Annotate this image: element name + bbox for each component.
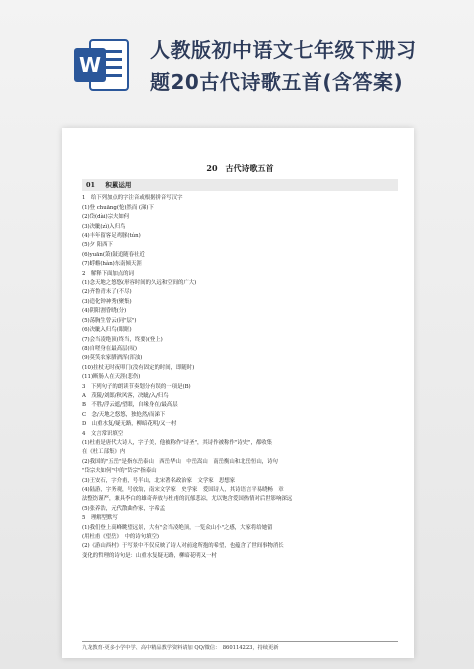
exercise-line: C 念/天地之悠悠，独怆然/而涕下 xyxy=(82,411,166,418)
exercise-line: (5)张养浩，元代散曲作家，字希孟 xyxy=(82,505,166,512)
exercise-line: (4)陆游，字务观，号放翁，南宋文学家 史学家 爱国诗人，其诗语言平易晓畅 章 xyxy=(82,487,284,493)
exercise-line: (8)自嗟身在最高层(叹) xyxy=(82,345,137,352)
exercise-line: A 茂陵/刘郎/秋风客，决眦/入/归鸟 xyxy=(82,392,169,399)
exercise-line: 3 下列句子的朗读节奏划分有误的一项是(B) xyxy=(82,383,191,390)
exercise-line: (4)丰年留客足鸡豚(tún) xyxy=(82,233,141,240)
word-document-icon xyxy=(72,36,130,94)
exercise-line: (用杜甫《望岳》 中的诗句填空) xyxy=(82,534,159,541)
exercise-line: (3)决眦(zì)入归鸟 xyxy=(82,223,126,230)
exercise-line: 变化的哲理的诗句是：山重水复疑无路，柳暗花明又一村 xyxy=(82,552,217,559)
exercise-line: 2 解释下面加点的词 xyxy=(82,270,134,277)
exercise-line: 1 给下列加点的字注音或根据拼音写汉字 xyxy=(82,195,183,202)
exercise-line: 在《杜工部集》内 xyxy=(82,449,126,456)
exercise-line: 4 文言常识填空 xyxy=(82,430,124,437)
exercise-line: (1)登 chuāng(怆)然而 (涕)下 xyxy=(82,204,154,211)
exercise-line: (10)拄杖无时夜叩门(没有固定的时间，即随时) xyxy=(82,364,195,371)
exercise-line: (2)我国的"五岳"是指东岳泰山 西岳华山 中岳嵩山 南岳衡山和北岳恒山，诗句 xyxy=(82,458,278,465)
svg-text:W: W xyxy=(78,53,102,77)
exercise-line: (7)蜉蝣(hàn)东南倾天涯 xyxy=(82,261,142,268)
lesson-title: 20 古代诗歌五首 xyxy=(206,163,274,173)
exercise-line: 5 理解型默写 xyxy=(82,515,118,522)
exercise-line: (5)夕 阳西下 xyxy=(82,242,113,249)
exercise-line: (6)决眦入归鸟(眼眶) xyxy=(82,327,132,334)
exercise-line: (2)《游山西村》于写景中不仅反映了诗人对前途所抱的希望，也蕴含了世间事物消长 xyxy=(82,543,284,550)
exercise-line: (1)杜甫是唐代大诗人，字子美，他被称作"诗圣"，其诗作被称作"诗史"，都收集 xyxy=(82,439,273,446)
exercise-line: (3)造化钟神秀(聚集) xyxy=(82,298,132,305)
exercise-line: (1)念天地之悠悠(形容时间的久远和空间的广大) xyxy=(82,280,197,287)
document-page xyxy=(62,128,414,658)
exercise-line: (5)荡胸生曾云(同"层") xyxy=(82,317,137,324)
exercise-line: (9)莫笑农家腊酒浑(浑浊) xyxy=(82,355,143,362)
exercise-line: (3)王安石，字介甫，号半山，北宋著名政治家 文学家 思想家 xyxy=(82,477,236,484)
document-body xyxy=(82,164,398,561)
exercise-line: (6)yuān(箫)鼓追随春社近 xyxy=(82,251,145,258)
exercise-line: (11)断肠人在天涯(悲伤) xyxy=(82,374,141,381)
exercise-line: (2)齐鲁青未了(不尽) xyxy=(82,289,132,296)
section-header xyxy=(82,179,398,191)
page-footer: 九龙教育-更多小学中学、高中精品教学资料请加 QQ/微信： 860114223，持续更新 xyxy=(82,641,398,651)
section-label: 积累运用 xyxy=(105,181,132,190)
exercise-line: "岱宗夫如何"中的"岱宗"指泰山 xyxy=(82,468,157,475)
exercise-line: (7)会当凌绝顶(终当，终要)(登上) xyxy=(82,336,163,343)
exercise-lines xyxy=(82,194,398,561)
exercise-line: D 山重水复/疑无路，柳暗花明/又一村 xyxy=(82,421,177,428)
exercise-line: (1)我们登上高峰眺望远景，大有"会当凌绝顶，一览众山小"之感，大家将给她留 xyxy=(82,524,273,531)
exercise-line: B 不胜/浮云遮/望眼，自缘身在/最高层 xyxy=(82,402,178,409)
document-title xyxy=(150,34,450,98)
exercise-line: (4)阴阳割昏晓(分) xyxy=(82,308,127,315)
section-number: 01 xyxy=(86,181,96,190)
exercise-line: 法整饬谨严，兼具李白的雄奇奔放与杜甫的沉郁悲凉，尤以饱含爱国热情对后世影响深远 xyxy=(82,496,293,503)
exercise-line: (2)岱(dài)宗夫如何 xyxy=(82,214,130,221)
title-line-1: 人教版初中语文七年级下册习 xyxy=(150,38,417,62)
title-line-2: 题20古代诗歌五首(含答案) xyxy=(150,70,404,94)
